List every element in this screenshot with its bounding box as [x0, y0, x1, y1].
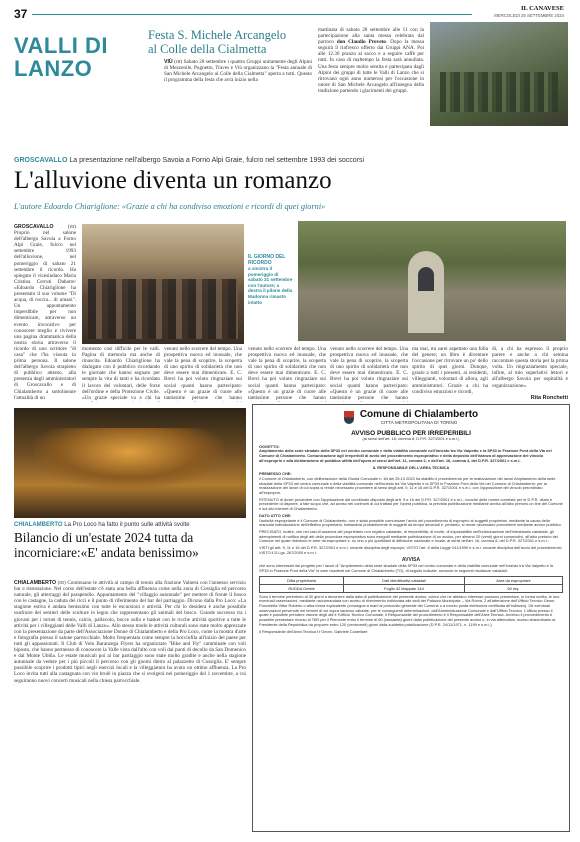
left-kicker — [14, 522, 246, 528]
top-story-col1: VIÙ (rtt) Sabato 28 settembre i quattro Gruppi unitamente degli Alpini di Mezzenile, Pugnetto, Traves e Viù organizzano la "Festa annuale di San Michele Arcangelo al Colle della Cialmetta" aperta a tutti. Questo il programma della festa che avrà inizio nella — [164, 59, 313, 84]
notice-title: AVVISO PUBBLICO PER IRREPERIBILI — [351, 430, 471, 437]
top-story-title-1: Festa S. Michele Arcangelo — [148, 28, 287, 42]
top-story — [148, 28, 568, 148]
table-header-row — [260, 576, 563, 584]
photo-caption — [248, 254, 294, 305]
left-kicker-place: CHIALAMBERTO — [14, 522, 63, 528]
kicker-place: GROSCAVALLO — [14, 157, 68, 164]
main-story-col5: venuto nello scorrere del tempo. Una prospettiva nuova ed inusuale, che vale la pena di scoprire, la scoperta di uno spirito di solidarietà che non deve essere mai dimenticato. E. C. Brevi ha poi voluto ringraziare sui social quanti hanno partecipato: «Questo è un grazie di cuore alle tantissime persone che hanno — [330, 346, 408, 401]
table-row — [260, 584, 563, 592]
notice-ritenuto: RITENUTO di dover procedere con l'applicazione del combinato disposto degli artt. 9 e 16 del D.P.R. 327/2001 e s.m.i., nonché delle norme correlate per le D.P.R. citato e precedente di disporre, a tale scopo che, ad avviso nei confronti di cui trattasi per l'opera pubblica, la prevista pubblicazione mediante avviso all'albo pretorio on line del Comune e sul sito internet di Chialamberto. — [259, 496, 563, 512]
left-headline: Bilancio di un'estate 2024 tutta da incorniciare:«E' andata benissimo» — [14, 530, 199, 560]
paper-name: IL CANAVESE — [520, 5, 564, 12]
main-story-col6: ma mai, mi sarei aspettato una folla del genere; un libro è diventare l'occasione per ritrovare un po' dello spirito di quei giorni. Dunque, grazie a tutti i presenti, ai residenti, villeggianti, volontari di allora, agli amministratori. Grazie a chi ha condiviso emozioni e ricordi, — [412, 346, 488, 395]
notice-dato-atto: DATO ATTO CHE: l'autorità espropriante è il Comune di Chialamberto; non è stato possibile comunicare l'avvio del procedimento di esproprio ai soggetti proprietari, mediante la causa della mancata individuazione dell'effettivo proprietario, trattandosi probabilmente di soggetti da tempo deceduti e, pertanto, si rende necessario provvedere mediante avviso pubblico. — [259, 512, 562, 528]
section-title: VALLI DI LANZO — [14, 33, 109, 81]
notice-avvisa: che sono interessati dal progetto per i lavori di "Ampliamento della sede stradale della SP33 nel centro comunale e della viabilità comunale nell'innesto tra Via Valpetto e la SP33 in Frazione Pont della Via" le aree ricadenti nel Comune di Chialamberto (TO), di seguito indicate, secondo le seguenti risultanze catastali: — [259, 563, 553, 573]
notice-oggetto: OGGETTO: Ampliamento della sede stradale della SP33 nel centro comunale e della viabilità comunale nell'innesto tra Via Valpetto e la SP33 in Frazione Pont della Via nel Comune di Chialamberto. Comunicazione agli irreperibili di avvio del procedimento espropriativo e della deposito dell'istanza di approvazione del vincolo all'esproprio e alla dichiarazione di pubblica utilità dell'opera ai sensi dell'art. 11, comma 2, e dell'art. 16, comma 4, del D.P.R. 327/2001 e s.m.i. — [259, 443, 552, 463]
main-story-col1: GROSCAVALLO (rtt) Proprio nel salone dell'albergo Savoia a Forno Alpi Graie, fulcro nel settembre 1993 dell'alluvione, nel pomeriggio di sabato 21 settembre il ricordo. Ha spiegato il vicesindaco Maria Cristina Cerruti Dabarre: «Edoardo Chiariglione ha presentato il suo volume "Di acqua, di roccia... di umani". Un appuntamento imperdibile per non dimenticare, attraverso un evento invocativo per conoscere meglio e rivivere una pagina drammatica della nostra storia attraverso il ricordo di uno scrittore "di casa" che l'ha vissuta in prima persona. Il salone dell'albergo Savoia strapieno di pubblico attento, alla presenza degli amministratori di Groscavallo e di Chialamberto a sottolineare l'attualità di un — [14, 224, 76, 401]
section-title-box — [14, 34, 136, 80]
left-story-body: CHIALAMBERTO (rtt) Continuano le attività al campo di tennis alla frazione Valnera con l'annesso servizio bar e ristorazione. Nel corso dell'estate c'è stata una bella affluenza come nella zona di Cossiglia ed percorso naturale, gli atterraggi del parapendio. Appuntamento del "villaggio autunnale" per mettere di fronte il bosco con le castagne, la caduta dei ricci e il punto di riferimento del bar del partiaggio. Dicono dalla Pro Loco: «La stagione estiva è andata benissimo con tutte le escursioni e attività. Per chi lo desidera è anche possibile usufruire dei sentieri delle sculture in legno che rappresentano gli animali del bosco. Grande successo tra i giovani per i tornei di tennis, calcio, pallavolo, bocce sullo e basket con le ricche attività sportive a tutte le attività per i villeggianti delle Valli di Lanzo». Allo stesso modo le attività culturali sono state molto apprezzate con la presentazione da parte dell'Associazione Donne di Chialamberto e della Pro Loco, come la mostra d'arte e fotografia presso il salone parrocchiale. Molto frequentata come sempre la bocciofila all'inizio del paese per tutti gli appassionati. Il Club di Volo Baranzega Flyers ha organizzato "Bike and Fly" camminate con voli biposto, che hanno permesso di conoscere la Valle vista dall'alto con voli dai punti di decollo da San Domenico e dal Monte Ubiña. Le estate musicali poi al bar partiaggio sono state molto gradite e anche nella stagione autunnale da vedere per i più piccoli il percorso con gli gnomi dietro al palazzetto di Cossiglia. E' sempre possibile scoprire i prodotti tipici negli esercizi locali e la villeggiatura ha avuto un ottimo affluenza. La Pro Loco invita tutti alla castagnata con vin brulè in piazza che si svolgerà nei pomeriggio del 1 novembre, a cui seguiranno nuovi concerti musicali nella chiesa parrocchiale. — [14, 580, 246, 684]
notice-town: Comune di Chialamberto — [359, 409, 479, 420]
table-cell: Foglio 42 Mappale 144 — [344, 584, 465, 592]
header-date: MERCOLEDÌ 25 SETTEMBRE 2024 — [494, 13, 564, 18]
alpini-photo — [430, 22, 568, 126]
proloco-photo — [14, 408, 246, 518]
notice-header — [259, 409, 563, 425]
coat-of-arms-icon — [344, 411, 354, 424]
left-kicker-text: La Pro Loco ha fatto il punto sulle attività svolte — [64, 522, 190, 528]
notice-table — [259, 576, 563, 593]
notice-visti: VISTI gli artt. 9, 11 e 16 del D.P.R. 327/2001 e s.m.i. recante disciplina degli espropri; VISTO l'art. 8 della Legge 241/1990 e s.m.i. recante disciplina dell'avvio del procedimento; VISTO il D.Lgs. 267/2000 e s.m.i. — [259, 545, 562, 555]
kicker-text: La presentazione nell'albergo Savoia a Forno Alpi Graie, fulcro nel settembre 1993 dei soccorsi — [69, 157, 365, 164]
notice-law: (ai sensi dell'art. 16, comma 8, D.P.R. 327/2001 e s.m.i.) — [362, 436, 460, 441]
table-header-cell: Ditta proprietaria — [260, 576, 344, 584]
public-notice — [252, 404, 570, 832]
main-story-col3: venuto nello scorrere del tempo. Una prospettiva nuova ed inusuale, che vale la pena di scoprire, la scoperta di uno spirito di solidarietà che non deve essere mai dimenticato. E. C. Brevi ha poi voluto ringraziare sui social quanti hanno partecipato: «Questo è un grazie di cuore alle tantissime persone che hanno — [164, 346, 242, 401]
notice-responsabile: IL RESPONSABILE DELL'AREA TECNICA — [372, 464, 450, 470]
notice-bullets: Sono il termine perentorio di 30 giorni a decorrere dalla data di pubblicazione del presente avviso, coloro che ne abbiano interesse possono presentare, in forma scritta, le loro eventuali osservazioni, mediante raccomandata con avviso di ricevimento indirizzata alle sedi del Palazzo Municipale – Via Roma, 2 all'attenzione dell'Ufficio Tecnico Geom. Ponchietta Vittor Roberto o altra forma equivalente (consegna a mani al protocollo generale del Comune o a mezzo posta elettronica certificata all'indirizzo). Gli eventuali osservazioni pervenute nei termini di cui sopra saranno valutate, per le conseguenti determinazioni, dall'Amministrazione Comunale e dall'Ufficio Tecnico. L'ufficio presso il quale è possibile prendere visione degli atti è l'Ufficio Tecnico Comunale, il Responsabile del procedimento è il Responsabile dell'Area Tecnica. Avverso il provvedimento è possibile presentare ricorso al TAR per il Piemonte entro il termine di 60 (sessanta) giorni dalla pubblicazione del presente avviso o, in via alternativa, ricorso straordinario al Presidente della Repubblica da proporre entro 120 (centoventi) giorni dalla suddetta pubblicazione (D.P.R. 24/11/1971, n. 1199 e s.m.i.). — [259, 593, 560, 627]
main-story-col7: di, a chi ha espresso il proprio parere e anche a chi semina raccontare questa storia per la prima volta. Un ringraziamento speciale, infine, al mio superlativi lettori e all'albergo Savoia per ospitalità e organizzazione». — [492, 346, 568, 389]
notice-avvisa-label: AVVISA — [401, 557, 421, 564]
caption-text: a sinistra il pomeriggio di sabato 21 settembre con l'autore; a destra il pilone della Madonna rimasto intatto — [248, 266, 293, 305]
top-story-title-2: al Colle della Cialmetta — [148, 42, 267, 56]
main-subhead: L'autore Edoardo Chiariglione: «Grazie a chi ha condiviso emozioni e ricordi di quei giorni» — [14, 202, 326, 211]
caption-title: IL GIORNO DEL RICORDO — [248, 254, 286, 266]
top-story-col2: mattinata di sabato 28 settembre alle 11 con la partecipazione alla santa messa celebrata dal parroco don Claudio Proveto. Dopo la messa seguirà il rinfresco offerto dai Gruppi ANA. Poi alle 12.30 pranzo al sacco e a seguire caffè per tutti. In caso di maltempo la festa sarà annullata. Una festa sempre molto sentita e partecipata dagli Alpini dei gruppi di tutte le Valli di Lanzo che si ritrovano ogni anno numerosi per l'occasione in onore di San Michele Arcangelo all'insegna della tradizione partendo i giacimenti dei gruppi. — [318, 27, 425, 94]
table-header-cell: Dati identificativi catastali — [344, 576, 465, 584]
notice-city: CITTÀ METROPOLITANA DI TORINO — [380, 420, 458, 425]
main-story-col2: momento così difficile per le valli. Pagina di memoria ma anche di rinascita. Edoardo Chiariglione ha dialogato con il pubblico ricordando le giornate che hanno segnato per sempre la vita di tanti e ha ricordato il lavoro dei volontari, delle forze dell'ordine e della Protezione Civile. «Un grazie speciale va a chi ha — [82, 346, 160, 401]
notice-precisato: PRECISATO, inoltre, che nei casi di assenza del proprietario non registro catastale, di irreperibilità, di morte, di impossibilità nell'individuazione dell'intestatario catastale, gli adempimenti di notifica degli atti della procedura espropriativa sono eseguiti mediante pubblicazione di un avviso, per almeno 20 (venti) giorni consecutivi, all'albo pretorio del Comune nel quale risiedono le aree da espropriare e, su uno o più quotidiani di diffusione nazionale e locale, ai sensi dell'art. 16, comma 8, del D.P.R. 327/2001 e s.m.i.; — [259, 528, 558, 544]
notice-premesso: PREMESSO CHE: il Comune di Chialamberto, con deliberazione della Giunta Comunale n. 64 del 25.10.2023 ha stabilito il procedimento per la realizzazione dei lavori Ampliamento della sede stradale della SP33 nel centro comunale e della viabilità comunale nell'innesto tra Via Valpetto e la SP33 in Frazione Pont della Via nel Comune di Chialamberto; per la realizzazione dei lavori di cui sopra si rende necessario procedere ai sensi degli artt. 9, 11 e 16 del D.P.R. 327/2001 e s.m.i. con l'apposizione del vincolo preordinato all'esproprio. — [259, 471, 556, 496]
main-kicker — [14, 157, 434, 164]
page-number: 37 — [14, 7, 28, 21]
pilone-photo — [298, 221, 566, 341]
presentation-photo — [82, 224, 244, 344]
byline: Rita Ronchetti — [530, 395, 568, 401]
header-rule — [32, 14, 472, 15]
table-cell: RUDDA Oreste — [260, 584, 344, 592]
main-story-col4: venuto nello scorrere del tempo. Una prospettiva nuova ed inusuale, che vale la pena di scoprire, la scoperta di uno spirito di solidarietà che non deve essere mai dimenticato. E. C. Brevi ha poi voluto ringraziare sui social quanti hanno partecipato: «Questo è un grazie di cuore alle tantissime persone che hanno — [248, 346, 326, 401]
table-header-cell: Area da espropriare — [464, 576, 562, 584]
main-headline: L'alluvione diventa un romanzo — [14, 167, 332, 194]
page-header — [0, 0, 580, 22]
table-cell: 60 mq. — [464, 584, 562, 592]
notice-signature: Il Responsabile dell'Area Tecnica f.f Geom. Gabriele Costellare — [259, 628, 368, 634]
